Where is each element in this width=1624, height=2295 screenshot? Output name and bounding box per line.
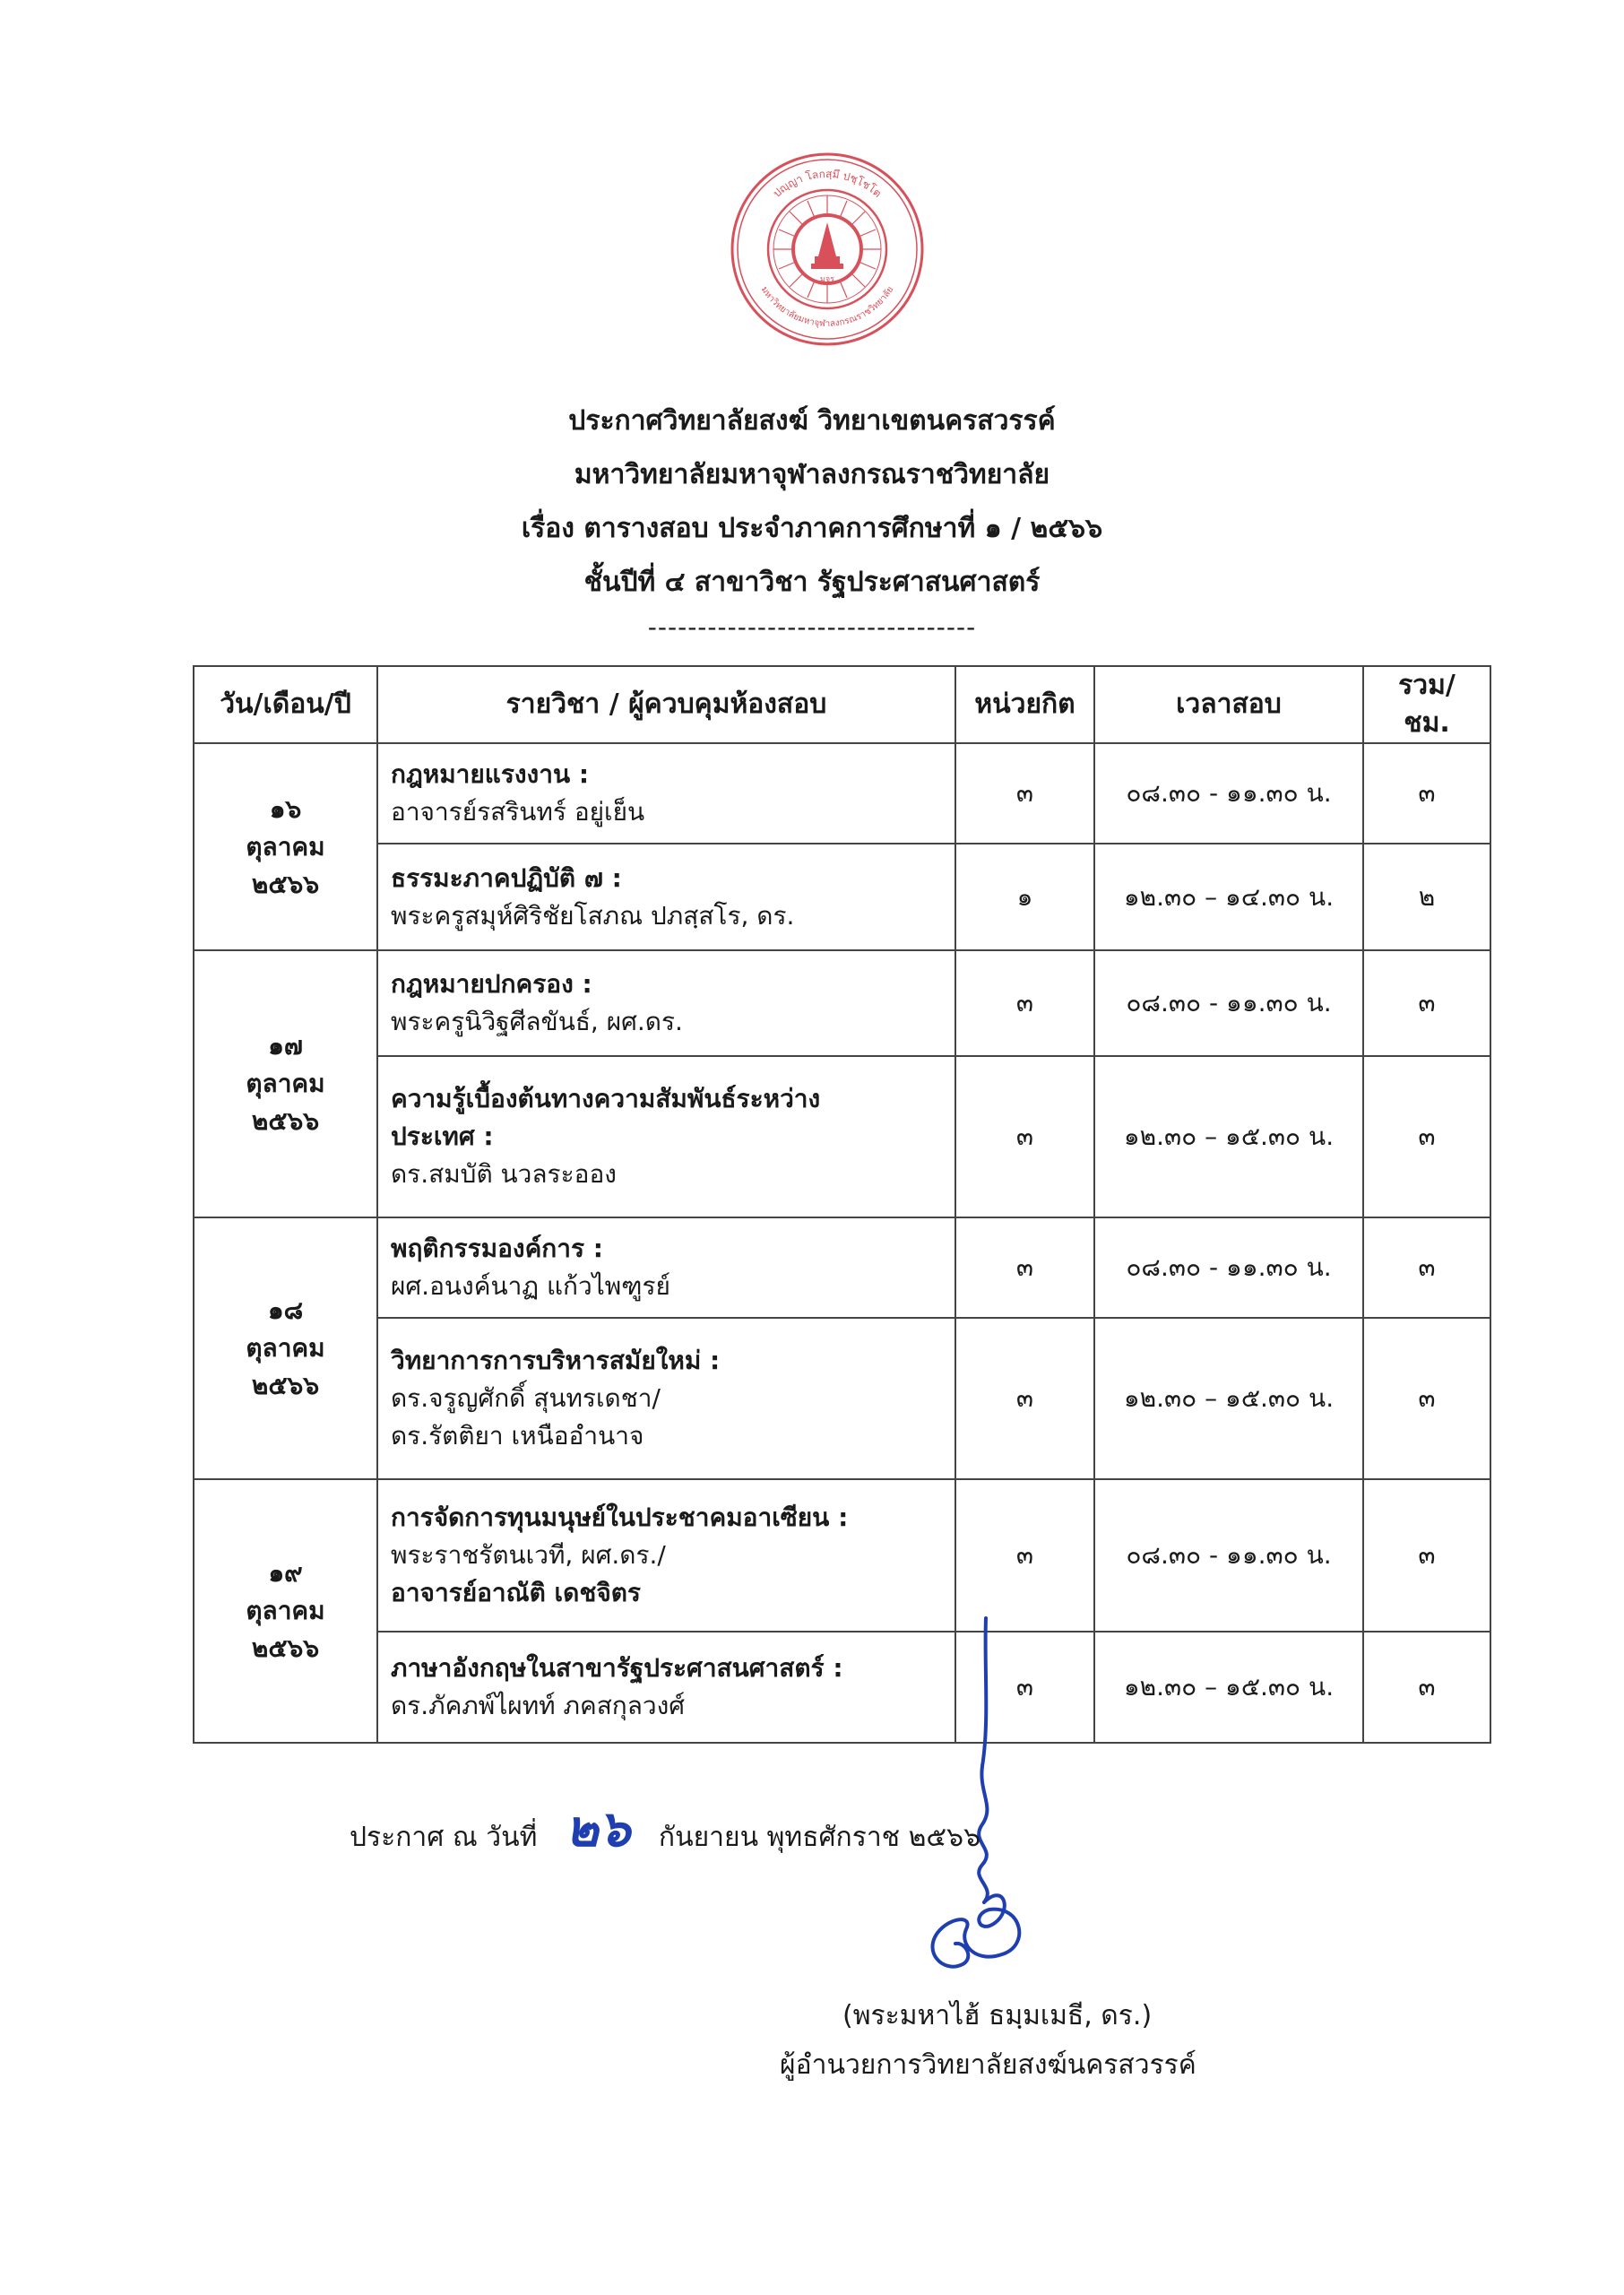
table-row bbox=[194, 1217, 1490, 1318]
column-header-subject: รายวิชา / ผู้ควบคุมห้องสอบ bbox=[377, 666, 955, 743]
hours-cell: ๓ bbox=[1363, 1318, 1490, 1479]
table-row bbox=[194, 844, 1490, 950]
handwritten-day: ๒๖ bbox=[565, 1800, 631, 1858]
exam-time-cell: ๑๒.๓๐ – ๑๔.๓๐ น. bbox=[1094, 844, 1363, 950]
exam-time-cell: ๐๘.๓๐ - ๑๑.๓๐ น. bbox=[1094, 1217, 1363, 1318]
table-row bbox=[194, 1632, 1490, 1743]
proctor-name: อาจารย์รสรินทร์ อยู่เย็น bbox=[391, 797, 645, 827]
hours-cell: ๓ bbox=[1363, 1632, 1490, 1743]
university-seal-icon bbox=[729, 151, 926, 348]
proctor-name: ดร.จรูญศักดิ์ สุนทรเดชา/ bbox=[391, 1383, 661, 1413]
subject-cell bbox=[377, 1056, 955, 1217]
subject-cell bbox=[377, 950, 955, 1056]
exam-time-cell: ๐๘.๓๐ - ๑๑.๓๐ น. bbox=[1094, 950, 1363, 1056]
date-year: ๒๕๖๖ bbox=[251, 1106, 320, 1136]
date-day: ๑๘ bbox=[267, 1295, 304, 1325]
announce-prefix: ประกาศ ณ วันที่ bbox=[350, 1822, 538, 1853]
subject-cell bbox=[377, 743, 955, 844]
date-year: ๒๕๖๖ bbox=[251, 1633, 320, 1663]
table-header-row bbox=[194, 666, 1490, 743]
subject-cell bbox=[377, 1632, 955, 1743]
seal-bottom-text: มหาวิทยาลัยมหาจุฬาลงกรณราชวิทยาลัย bbox=[758, 284, 896, 330]
table-row bbox=[194, 743, 1490, 844]
seal-top-text: ปญฺญา โลกสฺมึ ปชฺโชโต bbox=[770, 167, 885, 200]
column-header-date: วัน/เดือน/ปี bbox=[194, 666, 377, 743]
credits-cell: ๑ bbox=[955, 844, 1094, 950]
hours-cell: ๒ bbox=[1363, 844, 1490, 950]
subject-title: กฎหมายแรงงาน : bbox=[391, 759, 590, 789]
seal-inner-text: มจร bbox=[819, 275, 835, 284]
exam-schedule-table bbox=[193, 665, 1491, 1744]
exam-time-cell: ๑๒.๓๐ – ๑๕.๓๐ น. bbox=[1094, 1056, 1363, 1217]
table-row bbox=[194, 1318, 1490, 1479]
credits-cell: ๓ bbox=[955, 1056, 1094, 1217]
credits-cell: ๓ bbox=[955, 1479, 1094, 1632]
date-month: ตุลาคม bbox=[246, 831, 325, 862]
hours-cell: ๓ bbox=[1363, 950, 1490, 1056]
date-cell bbox=[194, 1217, 377, 1479]
subject-title: วิทยาการการบริหารสมัยใหม่ : bbox=[391, 1346, 721, 1375]
hours-cell: ๓ bbox=[1363, 743, 1490, 844]
proctor-name: อาจารย์อาณัติ เดชจิตร bbox=[391, 1578, 641, 1607]
signer-title: ผู้อำนวยการวิทยาลัยสงฆ์นครสวรรค์ bbox=[780, 2049, 1196, 2081]
hours-cell: ๓ bbox=[1363, 1479, 1490, 1632]
date-day: ๑๗ bbox=[268, 1031, 303, 1061]
proctor-name: พระครูนิวิฐศีลขันธ์, ผศ.ดร. bbox=[391, 1007, 683, 1036]
credits-cell: ๓ bbox=[955, 950, 1094, 1056]
header-line-4: ชั้นปีที่ ๔ สาขาวิชา รัฐประศาสนศาสตร์ bbox=[583, 567, 1041, 598]
proctor-name: พระราชรัตนเวที, ผศ.ดร./ bbox=[391, 1540, 666, 1570]
subject-title: ธรรมะภาคปฏิบัติ ๗ : bbox=[391, 862, 622, 893]
hours-cell: ๓ bbox=[1363, 1217, 1490, 1318]
date-month: ตุลาคม bbox=[246, 1069, 325, 1098]
hours-cell: ๓ bbox=[1363, 1056, 1490, 1217]
exam-time-cell: ๑๒.๓๐ – ๑๕.๓๐ น. bbox=[1094, 1318, 1363, 1479]
exam-time-cell: ๑๒.๓๐ – ๑๕.๓๐ น. bbox=[1094, 1632, 1363, 1743]
credits-cell: ๓ bbox=[955, 1632, 1094, 1743]
column-header-hours: รวม/ชม. bbox=[1363, 666, 1490, 743]
credits-cell: ๓ bbox=[955, 1217, 1094, 1318]
header-rule: --------------------------------- bbox=[647, 612, 977, 642]
header-line-1: ประกาศวิทยาลัยสงฆ์ วิทยาเขตนครสวรรค์ bbox=[568, 405, 1056, 437]
exam-time-cell: ๐๘.๓๐ - ๑๑.๓๐ น. bbox=[1094, 1479, 1363, 1632]
subject-cell bbox=[377, 1318, 955, 1479]
date-year: ๒๕๖๖ bbox=[251, 869, 320, 899]
signer-name: (พระมหาไฮ้ ธมฺมเมธี, ดร.) bbox=[842, 2000, 1153, 2031]
subject-title-continued: ประเทศ : bbox=[391, 1122, 494, 1151]
subject-title: ความรู้เบื้องต้นทางความสัมพันธ์ระหว่าง bbox=[391, 1084, 821, 1113]
date-cell bbox=[194, 1479, 377, 1743]
announcement-header bbox=[0, 394, 1624, 645]
table-row bbox=[194, 950, 1490, 1056]
credits-cell: ๓ bbox=[955, 743, 1094, 844]
date-year: ๒๕๖๖ bbox=[251, 1371, 320, 1400]
subject-title: ภาษาอังกฤษในสาขารัฐประศาสนศาสตร์ : bbox=[391, 1653, 843, 1683]
date-cell bbox=[194, 743, 377, 950]
proctor-name: ดร.ภัคภพ์ไผทท์ ภคสกุลวงศ์ bbox=[391, 1691, 686, 1720]
table-row bbox=[194, 1056, 1490, 1217]
announcement-date bbox=[350, 1788, 980, 1868]
date-day: ๑๙ bbox=[268, 1558, 303, 1588]
date-day: ๑๖ bbox=[269, 793, 302, 824]
announce-suffix: กันยายน พุทธศักราช ๒๕๖๖ bbox=[658, 1822, 981, 1853]
table-row bbox=[194, 1479, 1490, 1632]
subject-title: การจัดการทุนมนุษย์ในประชาคมอาเซียน : bbox=[391, 1503, 849, 1532]
subject-cell bbox=[377, 1217, 955, 1318]
subject-title: พฤติกรรมองค์การ : bbox=[391, 1234, 603, 1263]
proctor-name: พระครูสมุห์ศิริชัยโสภณ ปภสฺสโร, ดร. bbox=[391, 900, 795, 931]
proctor-name: ผศ.อนงค์นาฏ แก้วไพฑูรย์ bbox=[391, 1271, 670, 1301]
column-header-time: เวลาสอบ bbox=[1094, 666, 1363, 743]
subject-cell bbox=[377, 1479, 955, 1632]
header-line-2: มหาวิทยาลัยมหาจุฬาลงกรณราชวิทยาลัย bbox=[574, 459, 1050, 490]
column-header-credits: หน่วยกิต bbox=[955, 666, 1094, 743]
date-month: ตุลาคม bbox=[246, 1333, 325, 1363]
exam-time-cell: ๐๘.๓๐ - ๑๑.๓๐ น. bbox=[1094, 743, 1363, 844]
proctor-name: ดร.สมบัติ นวลระออง bbox=[391, 1159, 617, 1189]
date-cell bbox=[194, 950, 377, 1217]
proctor-name: ดร.รัตติยา เหนืออำนาจ bbox=[391, 1421, 644, 1451]
subject-cell bbox=[377, 844, 955, 950]
subject-title: กฎหมายปกครอง : bbox=[391, 969, 592, 999]
credits-cell: ๓ bbox=[955, 1318, 1094, 1479]
date-month: ตุลาคม bbox=[246, 1596, 325, 1625]
header-line-3: เรื่อง ตารางสอบ ประจำภาคการศึกษาที่ ๑ / ๒๕๖๖ bbox=[521, 513, 1103, 544]
